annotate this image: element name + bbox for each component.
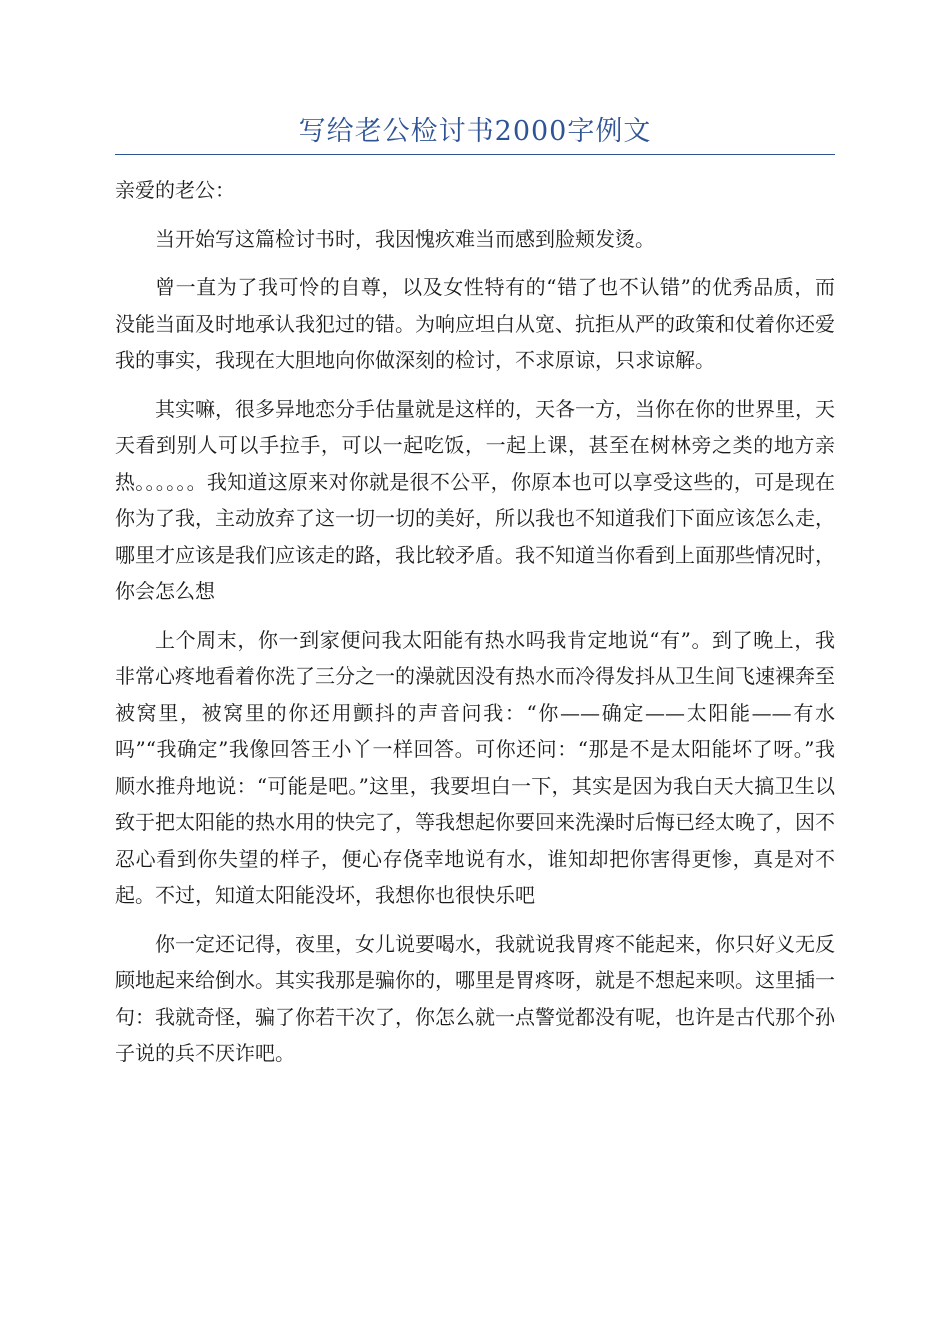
paragraph: 其实嘛，很多异地恋分手估量就是这样的，天各一方，当你在你的世界里，天天看到别人可以手拉手，可以一起吃饭，一起上课，甚至在树林旁之类的地方亲热。。。。。。我知道这原来对你就是很不公平，你原本也可以享受这些的，可是现在你为了我，主动放弃了这一切一切的美好，所以我也不知道我们下面应该怎么走，哪里才应该是我们应该走的路，我比较矛盾。我不知道当你看到上面那些情况时，你会怎么想	[115, 396, 835, 603]
paragraph: 你一定还记得，夜里，女儿说要喝水，我就说我胃疼不能起来，你只好义无反顾地起来给倒水。其实我那是骗你的，哪里是胃疼呀，就是不想起来呗。这里插一句：我就奇怪，骗了你若干次了，你怎么就一点警觉都没有呢，也许是古代那个孙子说的兵不厌诈吧。	[115, 931, 835, 1065]
title-underline	[115, 154, 835, 155]
paragraph: 上个周末，你一到家便问我太阳能有热水吗我肯定地说“有”。到了晚上，我非常心疼地看着你洗了三分之一的澡就因没有热水而冷得发抖从卫生间飞速裸奔至被窝里，被窝里的你还用颤抖的声音问我：“你——确定——太阳能——有水吗”“我确定”我像回答王小丫一样回答。可你还问：“那是不是太阳能坏了呀。”我顺水推舟地说：“可能是吧。”这里，我要坦白一下，其实是因为我白天大搞卫生以致于把太阳能的热水用的快完了，等我想起你要回来洗澡时后悔已经太晚了，因不忍心看到你失望的样子，便心存侥幸地说有水，谁知却把你害得更惨，真是对不起。不过，知道太阳能没坏，我想你也很快乐吧	[115, 627, 835, 907]
salutation: 亲爱的老公：	[115, 178, 235, 202]
document-title: 写给老公检讨书2000字例文	[298, 116, 652, 147]
paragraph: 曾一直为了我可怜的自尊，以及女性特有的“错了也不认错”的优秀品质，而没能当面及时地承认我犯过的错。为响应坦白从宽、抗拒从严的政策和仗着你还爱我的事实，我现在大胆地向你做深刻的检讨，不求原谅，只求谅解。	[115, 275, 835, 372]
paragraph: 当开始写这篇检讨书时，我因愧疚难当而感到脸颊发烫。	[155, 226, 655, 251]
document-body	[115, 172, 835, 1084]
